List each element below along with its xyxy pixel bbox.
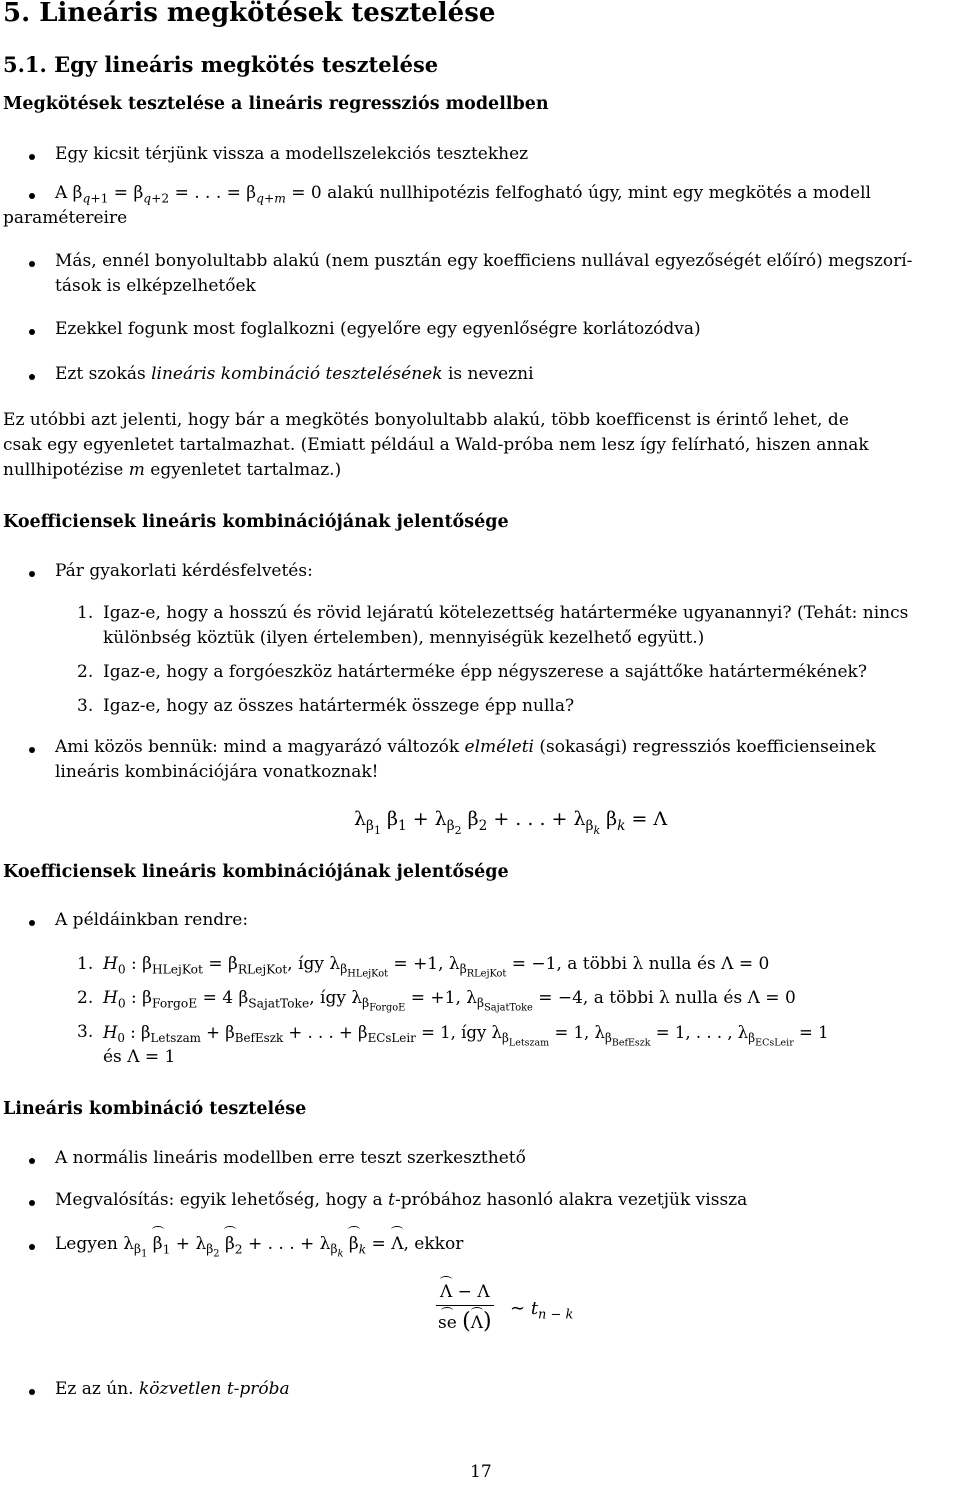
- subscript: ForgoE: [369, 1002, 406, 1014]
- subscript: RLejKot: [466, 968, 507, 980]
- bullet-item: [55, 1377, 290, 1402]
- bullet-item: Más, ennél bonyolultabb alakú (nem pusztán egy koefficiens nullával egyezőségét előíró) megszorí-: [55, 251, 913, 271]
- subscript: RLejKot: [237, 962, 288, 977]
- bullet-text: alakú nullhipotézis felfogható úgy, mint egy megkötés a modell: [327, 183, 871, 203]
- text: így: [461, 1023, 487, 1042]
- list-number: 3.: [77, 696, 94, 716]
- list-number: 1.: [77, 603, 94, 623]
- heading-constraints: Megkötések tesztelése a lineáris regressziós modellben: [3, 94, 549, 114]
- bullet-continuation: lineáris kombinációjára vonatkoznak!: [55, 762, 379, 782]
- bullet-item-hypothesis: A $\beta_{q+1} = \beta_{q+2}$ = . . . = $\beta_{q+m} = 0$ alakú nullhipotézis felfogható úgy, mint egy megkötés a modell: [55, 183, 871, 206]
- bullet-item: Egy kicsit térjünk vissza a modellszelekciós tesztekhez: [55, 144, 529, 164]
- t-statistic-formula: $\frac{\Lambda - \Lambda}{se (\Lambda)}$: [437, 1282, 492, 1334]
- subscript: HLejKot: [347, 968, 389, 980]
- bullet-marker: [29, 920, 35, 926]
- text: egyenletet tartalmaz.): [150, 460, 342, 480]
- subscript: BefEszk: [234, 1031, 284, 1046]
- text: nullhipotézise: [3, 460, 124, 480]
- heading-significance-2: Koefficiensek lineáris kombinációjának jelentősége: [3, 862, 509, 882]
- emphasis: lineáris kombináció tesztelésének: [151, 364, 443, 384]
- emphasis: elméleti: [464, 737, 534, 757]
- subscript: HLejKot: [152, 962, 203, 977]
- bullet-marker: [29, 329, 35, 335]
- example-hypothesis-3: $H_0$ : $\beta_{Letszam} + \beta_{BefEszk}$ + . . . + $\beta_{ECsLeir} = 1$, így $\lambda_{\beta_{Letszam}} = 1$, $\lambda_{\beta_{BefEszk}} = 1$, . . . , $\lambda_{\beta_{ECsLeir}} = 1$: [103, 1023, 829, 1049]
- subscript: SajatToke: [248, 996, 310, 1011]
- bullet-continuation: paramétereire: [3, 208, 128, 228]
- paragraph-line: nullhipotézise m egyenletet tartalmaz.): [3, 460, 342, 480]
- text: Ezt szokás: [55, 364, 146, 384]
- text: Legyen: [55, 1234, 118, 1254]
- text: Ami közös bennük: mind a magyarázó változók: [55, 737, 460, 757]
- bullet-continuation: tások is elképzelhetőek: [55, 276, 256, 296]
- text: -próbához hasonló alakra vezetjük vissza: [394, 1190, 748, 1210]
- paragraph-line: csak egy egyenletet tartalmazhat. (Emiatt például a Wald-próba nem lesz így felírható, hiszen annak: [3, 435, 869, 455]
- bullet-marker: [29, 1200, 35, 1206]
- bullet-item-estimator: Legyen $\lambda_{\beta_1}$ $\beta_1 + \lambda_{\beta_2}$ $\beta_2$ + . . . + $\lambda_{\beta_k}$ $\beta_k = \Lambda$, ekkor: [55, 1234, 464, 1260]
- bullet-marker: [29, 747, 35, 753]
- list-item-continuation: és Λ = 1: [103, 1047, 176, 1067]
- bullet-marker: [29, 1158, 35, 1164]
- subscript: ForgoE: [152, 996, 198, 1011]
- list-item-continuation: különbség köztük (ilyen értelemben), mennyiségük kezelhető együtt.): [103, 628, 705, 648]
- bullet-marker: [29, 571, 35, 577]
- list-item: Igaz-e, hogy a forgóeszköz határterméke épp négyszerese a sajáttőke határtermékének?: [103, 662, 867, 682]
- section-title: 5. Lineáris megkötések tesztelése: [3, 0, 496, 28]
- subsection-title: 5.1. Egy lineáris megkötés tesztelése: [3, 52, 439, 77]
- t-distribution: ∼ $t_{n - k}$: [510, 1298, 574, 1323]
- subscript: BefEszk: [611, 1037, 651, 1049]
- list-number: 2.: [77, 662, 94, 682]
- emphasis: t: [388, 1190, 395, 1210]
- linear-combination-formula: $\lambda_{\beta_1}$ $\beta_1 + \lambda_{\beta_2}$ $\beta_2$ + . . . + $\lambda_{\beta_k}$ $\beta_k = \Lambda$: [354, 808, 668, 837]
- heading-significance: Koefficiensek lineáris kombinációjának jelentősége: [3, 512, 509, 532]
- subscript: Letszam: [150, 1031, 201, 1046]
- bullet-item: [55, 1188, 747, 1213]
- subscript: SajatToke: [484, 1002, 533, 1014]
- list-item: Igaz-e, hogy a hosszú és rövid lejáratú kötelezettség határterméke ugyanannyi? (Tehát: nincs: [103, 603, 909, 623]
- bullet-marker: [29, 1389, 35, 1395]
- list-number: 3.: [77, 1022, 94, 1042]
- bullet-item: Pár gyakorlati kérdésfelvetés:: [55, 561, 313, 581]
- text: Ez az ún.: [55, 1379, 134, 1399]
- bullet-marker: [29, 261, 35, 267]
- subscript: ECsLeir: [367, 1031, 416, 1046]
- text: a többi λ nulla és Λ = 0: [567, 954, 770, 974]
- bullet-item: [55, 362, 534, 387]
- page-number: 17: [470, 1462, 492, 1482]
- text: , ekkor: [403, 1234, 464, 1254]
- example-hypothesis-1: $H_0$ : $\beta_{HLejKot} = \beta_{RLejKot}$, így $\lambda_{\beta_{HLejKot}} = +1$, $\lambda_{\beta_{RLejKot}} = -1$, a többi λ nulla és Λ = 0: [103, 954, 770, 980]
- list-item: Igaz-e, hogy az összes határtermék összege épp nulla?: [103, 696, 575, 716]
- text: a többi λ nulla és Λ = 0: [593, 988, 796, 1008]
- heading-testing: Lineáris kombináció tesztelése: [3, 1099, 307, 1119]
- text: Megvalósítás: egyik lehetőség, hogy a: [55, 1190, 383, 1210]
- subscript: ECsLeir: [755, 1037, 794, 1049]
- text: is nevezni: [447, 364, 534, 384]
- bullet-marker: [29, 1244, 35, 1250]
- emphasis: közvetlen t-próba: [138, 1379, 290, 1399]
- text: így: [298, 954, 325, 974]
- text: (sokasági) regressziós koefficienseinek: [539, 737, 876, 757]
- bullet-item: A normális lineáris modellben erre teszt szerkeszthető: [55, 1148, 526, 1168]
- example-hypothesis-2: $H_0$ : $\beta_{ForgoE} = 4$ $\beta_{SajatToke}$, így $\lambda_{\beta_{ForgoE}} = +1$, $\lambda_{\beta_{SajatToke}} = -4$, a többi λ nulla és Λ = 0: [103, 988, 796, 1014]
- text: így: [320, 988, 346, 1008]
- bullet-marker: [29, 374, 35, 380]
- list-number: 1.: [77, 954, 94, 974]
- list-number: 2.: [77, 988, 94, 1008]
- bullet-item: A példáinkban rendre:: [55, 910, 249, 930]
- bullet-item: Ezekkel fogunk most foglalkozni (egyelőre egy egyenlőségre korlátozódva): [55, 319, 701, 339]
- bullet-marker: [29, 193, 35, 199]
- bullet-item: [55, 735, 876, 760]
- subscript: Letszam: [508, 1037, 550, 1049]
- paragraph-line: Ez utóbbi azt jelenti, hogy bár a megkötés bonyolultabb alakú, több koefficenst is érintő lehet, de: [3, 410, 849, 430]
- bullet-marker: [29, 154, 35, 160]
